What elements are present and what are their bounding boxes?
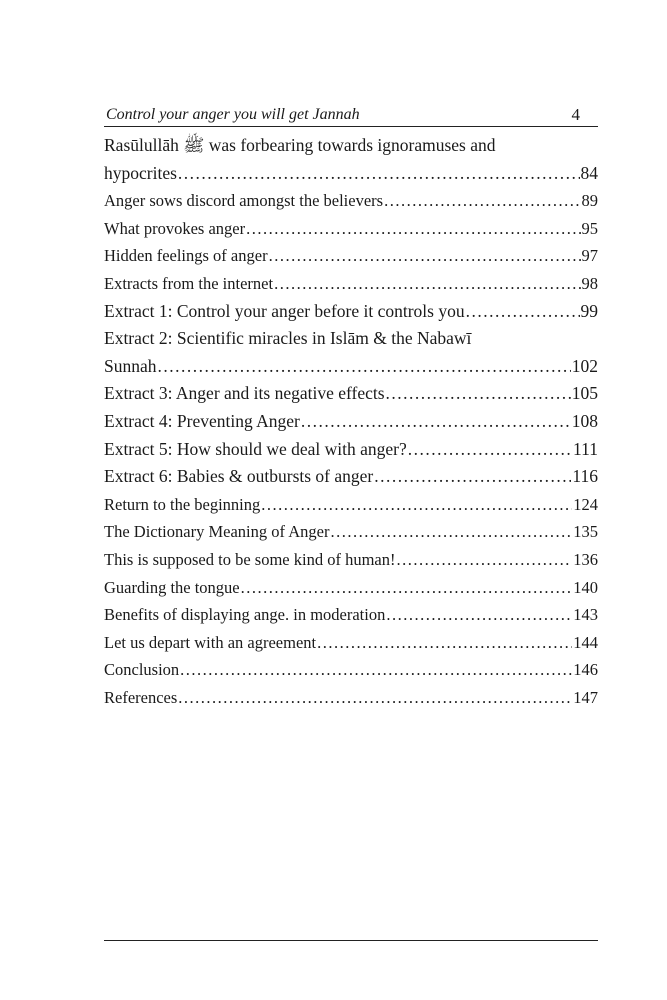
toc-entry-page: 135: [573, 522, 598, 542]
toc-entry-title: Benefits of displaying ange. in moderation: [104, 605, 386, 625]
toc-dot-leader: [386, 601, 572, 629]
toc-dot-leader: [178, 684, 572, 712]
toc-entry-title: Rasūlullāh ﷺ was forbearing towards ignoramuses and: [104, 135, 496, 155]
toc-entry: [104, 353, 598, 381]
toc-entry-title: Extract 1: Control your anger before it controls you: [104, 300, 465, 321]
toc-entry-page: 140: [573, 577, 598, 597]
toc-entry: [104, 463, 598, 491]
toc-entry: [104, 187, 598, 215]
toc-dot-leader: [301, 408, 571, 436]
toc-entry-title: Let us depart with an agreement: [104, 632, 317, 652]
toc-entry-title: Extracts from the internet: [104, 273, 274, 293]
toc-dot-leader: [269, 242, 581, 270]
toc-entry-page: 147: [573, 687, 598, 707]
toc-entry-title: Guarding the tongue: [104, 577, 240, 597]
toc-entry-page: 102: [571, 355, 598, 376]
toc-entry-title: Hidden feelings of anger: [104, 246, 268, 266]
running-header-page-number: 4: [571, 105, 580, 124]
toc-entry: [104, 298, 598, 326]
toc-dot-leader: [386, 380, 571, 408]
toc-dot-leader: [396, 546, 572, 574]
toc-dot-leader: [241, 574, 573, 602]
toc-entry-title: This is supposed to be some kind of human!: [104, 549, 396, 569]
toc-entry-page: 144: [573, 632, 598, 652]
toc-entry: [104, 325, 598, 353]
toc-entry-title: Extract 2: Scientific miracles in Islām & the Nabawī: [104, 328, 472, 349]
toc-entry: [104, 380, 598, 408]
footer-rule: [104, 940, 598, 941]
toc-entry-page: 116: [572, 466, 598, 487]
toc-entry-page: 105: [571, 383, 598, 404]
toc-entry-title: Conclusion: [104, 660, 180, 680]
toc-dot-leader: [180, 656, 572, 684]
toc-dot-leader: [384, 187, 580, 215]
toc-entry-page: 98: [581, 273, 598, 293]
toc-entry-title: Extract 5: How should we deal with anger?: [104, 438, 407, 459]
toc-dot-leader: [158, 353, 571, 381]
toc-entry: [104, 160, 598, 188]
running-header: [104, 104, 598, 126]
toc-entry-page: 89: [581, 191, 598, 211]
toc-entry: [104, 408, 598, 436]
toc-entry: [104, 601, 598, 629]
toc-entry: [104, 132, 598, 160]
toc-entry-title: Return to the beginning: [104, 494, 261, 514]
toc-entry-page: 97: [581, 246, 598, 266]
toc-dot-leader: [317, 629, 572, 657]
table-of-contents: [104, 132, 598, 711]
header-rule: [104, 126, 598, 127]
toc-dot-leader: [408, 436, 572, 464]
toc-entry: [104, 629, 598, 657]
toc-entry-title: Extract 4: Preventing Anger: [104, 410, 300, 431]
toc-entry-title: hypocrites: [104, 162, 177, 183]
toc-dot-leader: [374, 463, 571, 491]
toc-entry-page: 124: [573, 494, 598, 514]
toc-entry-title: Extract 6: Babies & outbursts of anger: [104, 466, 374, 487]
toc-dot-leader: [246, 215, 580, 243]
toc-entry-page: 146: [573, 660, 598, 680]
toc-entry: [104, 242, 598, 270]
toc-entry: [104, 270, 598, 298]
toc-entry: [104, 215, 598, 243]
toc-dot-leader: [466, 298, 580, 326]
toc-entry-title: Extract 3: Anger and its negative effects: [104, 383, 385, 404]
toc-entry: [104, 491, 598, 519]
toc-entry: [104, 574, 598, 602]
toc-entry-page: 99: [580, 300, 598, 321]
toc-entry-page: 95: [581, 218, 598, 238]
toc-entry: [104, 684, 598, 712]
toc-entry-page: 111: [573, 438, 598, 459]
toc-entry-title: Anger sows discord amongst the believers: [104, 191, 384, 211]
toc-entry: [104, 546, 598, 574]
toc-dot-leader: [330, 518, 572, 546]
toc-entry-title: References: [104, 687, 178, 707]
toc-entry-title: The Dictionary Meaning of Anger: [104, 522, 330, 542]
toc-entry-page: 136: [573, 549, 598, 569]
toc-entry: [104, 656, 598, 684]
toc-entry: [104, 436, 598, 464]
toc-entry: [104, 518, 598, 546]
running-header-title: Control your anger you will get Jannah: [106, 106, 360, 123]
toc-entry-title: What provokes anger: [104, 218, 246, 238]
toc-dot-leader: [178, 160, 580, 188]
toc-dot-leader: [274, 270, 580, 298]
toc-entry-title: Sunnah: [104, 355, 157, 376]
toc-entry-page: 108: [571, 410, 598, 431]
toc-dot-leader: [261, 491, 572, 519]
toc-entry-page: 143: [573, 605, 598, 625]
toc-entry-page: 84: [580, 162, 598, 183]
